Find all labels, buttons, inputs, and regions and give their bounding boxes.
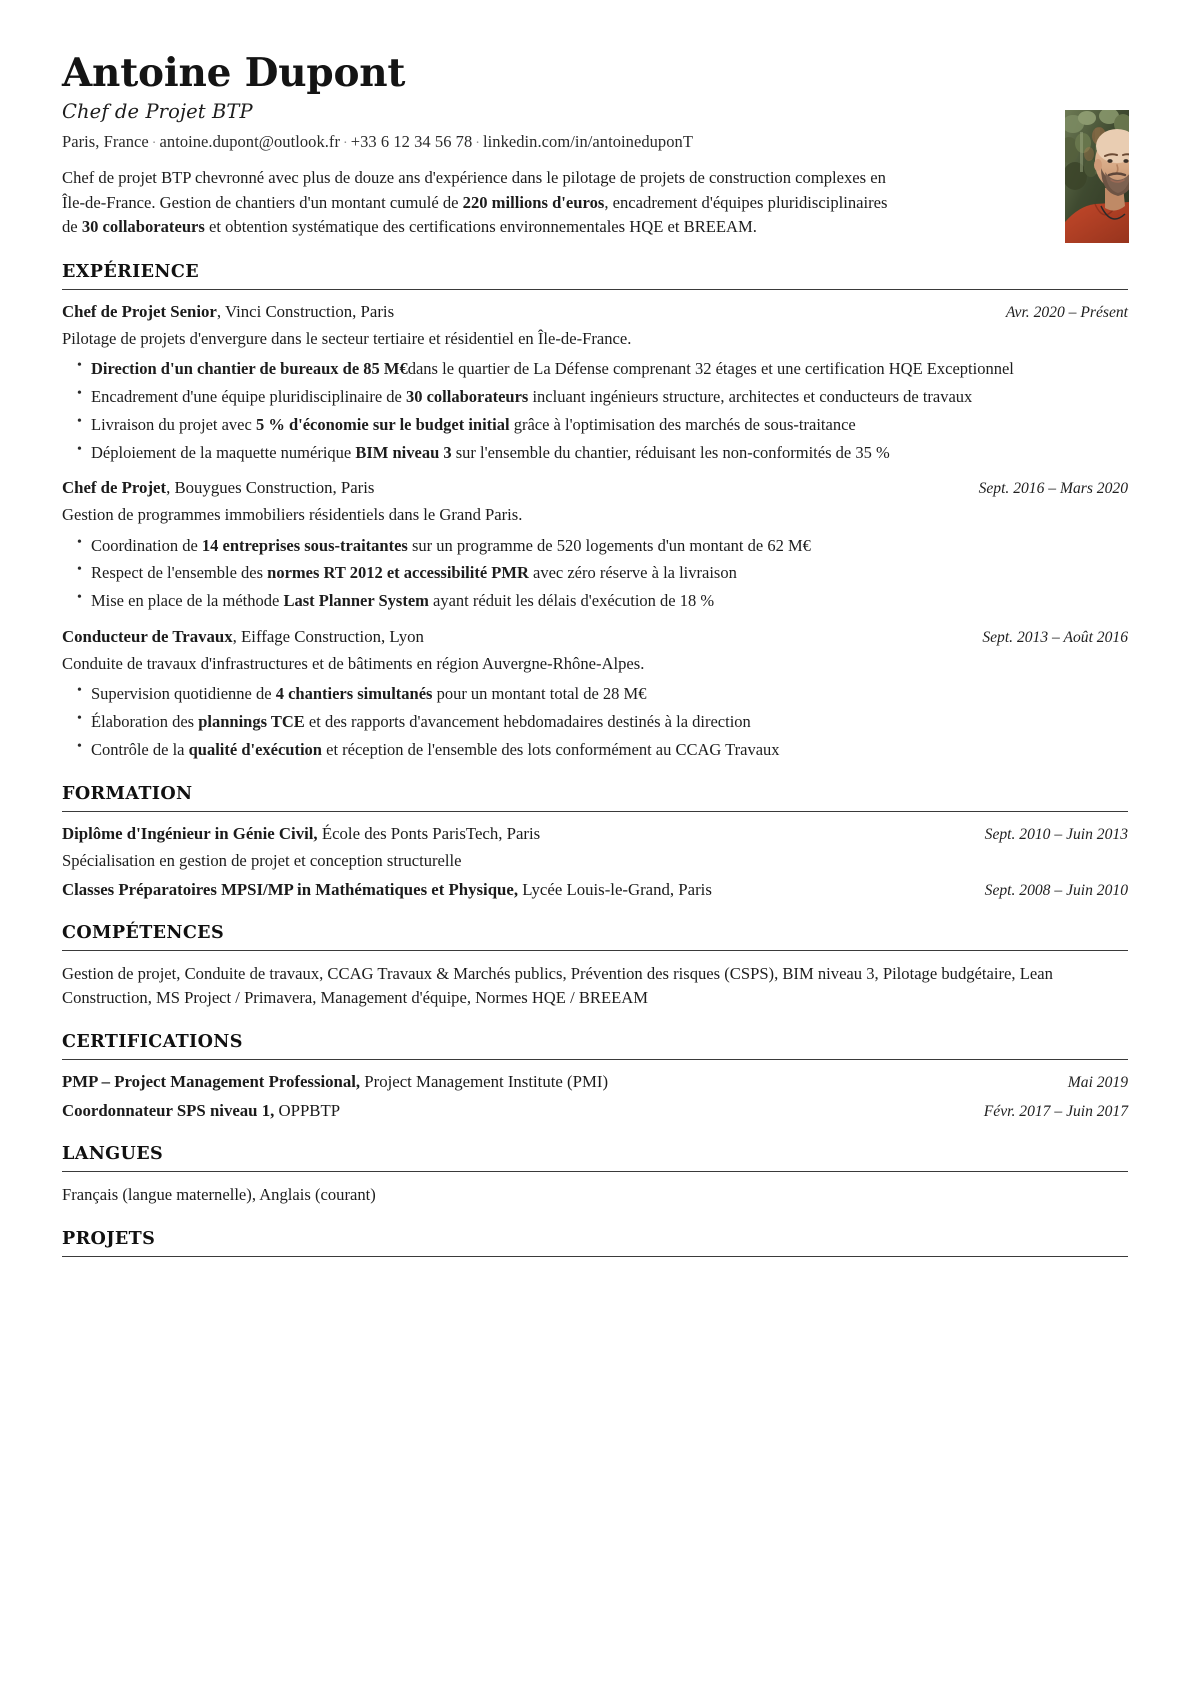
contact-email[interactable]: antoine.dupont@outlook.fr: [159, 132, 341, 152]
section-title-projets: PROJETS: [62, 1227, 156, 1249]
bullet-text: avec zéro réserve à la livraison: [528, 563, 737, 583]
section-competences: [62, 922, 1128, 1010]
langues-body: Français (langue maternelle), Anglais (courant): [62, 1184, 376, 1204]
entry-description: Spécialisation en gestion de projet et conception structurelle: [62, 850, 462, 870]
entry: [62, 823, 1128, 872]
bullet-emphasis: qualité d'exécution: [188, 740, 322, 760]
entry-header-row: [62, 879, 1128, 901]
entry-organization: , Vinci Construction, Paris: [216, 301, 395, 321]
section-divider: [62, 1256, 1128, 1257]
entry-role-title: PMP – Project Management Professional,: [62, 1072, 361, 1092]
entry-bullet-list: [62, 534, 1128, 614]
bullet-text: Élaboration des: [91, 712, 199, 732]
entry-organization: Project Management Institute (PMI): [360, 1072, 609, 1092]
contact-separator-icon: ·: [343, 136, 348, 152]
bullet-text: Déploiement de la maquette numérique: [91, 442, 356, 462]
page-title: Antoine Dupont: [62, 50, 406, 96]
bullet-emphasis: 30 collaborateurs: [405, 386, 529, 406]
list-item: [62, 413, 1128, 437]
entry-role: [62, 1071, 608, 1093]
section-title-formation: FORMATION: [62, 783, 193, 805]
bullet-text: Livraison du projet avec: [91, 414, 256, 434]
bullet-emphasis: Direction d'un chantier de bureaux de 85 M€: [91, 358, 408, 378]
entry-bullet-list: [62, 682, 1128, 762]
list-item: [62, 357, 1128, 381]
bullet-emphasis: 14 entreprises sous-traitantes: [201, 535, 408, 555]
entry-date: Mai 2019: [1067, 1074, 1128, 1092]
section-title-competences: COMPÉTENCES: [62, 921, 224, 943]
entry-role: [62, 301, 394, 323]
bullet-text: Coordination de: [91, 535, 202, 555]
section-divider: [62, 950, 1128, 951]
entry-date: Sept. 2013 – Août 2016: [982, 629, 1128, 647]
bullet-text: Encadrement d'une équipe pluridisciplinaire de: [91, 386, 406, 406]
list-item: [62, 385, 1128, 409]
section-title-certifications: CERTIFICATIONS: [62, 1031, 243, 1053]
entry-date: Sept. 2010 – Juin 2013: [984, 826, 1128, 844]
bullet-text: Mise en place de la méthode: [91, 591, 284, 611]
contact-line: [62, 132, 1128, 152]
entry-date: Sept. 2008 – Juin 2010: [984, 882, 1128, 900]
entry-header-row: [62, 1071, 1128, 1093]
bullet-emphasis: Last Planner System: [283, 591, 429, 611]
contact-separator-icon: ·: [475, 136, 480, 152]
list-item: [62, 682, 1128, 706]
entry-role-title: Chef de Projet Senior: [62, 301, 217, 321]
bullet-text: sur l'ensemble du chantier, réduisant les non-conformités de 35 %: [451, 442, 890, 462]
contact-linkedin[interactable]: linkedin.com/in/antoineduponT: [483, 132, 693, 152]
list-item: [62, 441, 1128, 465]
section-certifications: [62, 1031, 1128, 1122]
bullet-text: Contrôle de la: [91, 740, 189, 760]
bullet-emphasis: normes RT 2012 et accessibilité PMR: [267, 563, 529, 583]
section-experience: [62, 261, 1128, 762]
entry-role: [62, 879, 712, 901]
bullet-text: et réception de l'ensemble des lots conformément au CCAG Travaux: [322, 740, 780, 760]
bullet-text: grâce à l'optimisation des marchés de sous-traitance: [509, 414, 856, 434]
section-title-langues: LANGUES: [62, 1142, 164, 1164]
resume-header: [62, 52, 1128, 240]
section-title-experience: EXPÉRIENCE: [62, 260, 199, 282]
entry-role-title: Diplôme d'Ingénieur in Génie Civil,: [62, 824, 318, 844]
bullet-text: dans le quartier de La Défense comprenant 32 étages et une certification HQE Exceptionnel: [407, 358, 1014, 378]
summary-emphasis: 30 collaborateurs: [81, 217, 205, 237]
entry-role: [62, 626, 424, 648]
summary-text: et obtention systématique des certifications environnementales HQE et BREEAM.: [204, 217, 757, 237]
bullet-text: incluant ingénieurs structure, architectes et conducteurs de travaux: [528, 386, 973, 406]
entry-organization: Lycée Louis-le-Grand, Paris: [518, 880, 712, 900]
entry: [62, 626, 1128, 762]
entry-organization: , Bouygues Construction, Paris: [166, 478, 375, 498]
list-item: [62, 589, 1128, 613]
entry-role: [62, 1100, 340, 1122]
entry-header-row: [62, 626, 1128, 648]
entry-role-title: Classes Préparatoires MPSI/MP in Mathématiques et Physique,: [62, 880, 519, 900]
entry-organization: OPPBTP: [274, 1100, 341, 1120]
resume-sections: [62, 261, 1128, 1257]
entry-header-row: [62, 301, 1128, 323]
entry-bullet-list: [62, 357, 1128, 465]
entry-role-title: Coordonnateur SPS niveau 1,: [62, 1100, 275, 1120]
bullet-text: Respect de l'ensemble des: [91, 563, 268, 583]
list-item: [62, 710, 1128, 734]
competences-body: Gestion de projet, Conduite de travaux, CCAG Travaux & Marchés publics, Prévention des risques (CSPS), BIM niveau 3, Pilotage budgétaire, Lean Construction, MS Project / Primavera, Management d'équipe, Normes HQE / BREEAM: [62, 963, 1053, 1008]
profile-photo-illustration: [1065, 110, 1129, 243]
entry-role: [62, 477, 374, 499]
section-langues: [62, 1143, 1128, 1207]
entry: [62, 301, 1128, 465]
entry-organization: École des Ponts ParisTech, Paris: [317, 824, 541, 844]
bullet-text: pour un montant total de 28 M€: [432, 684, 647, 704]
job-title: Chef de Projet BTP: [62, 100, 253, 124]
bullet-text: Supervision quotidienne de: [91, 684, 276, 704]
list-item: [62, 534, 1128, 558]
entry-date: Avr. 2020 – Présent: [1005, 303, 1128, 321]
avatar: [1065, 110, 1129, 243]
bullet-emphasis: plannings TCE: [198, 712, 305, 732]
entry: [62, 1100, 1128, 1122]
entry-header-row: [62, 1100, 1128, 1122]
contact-phone[interactable]: +33 6 12 34 56 78: [350, 132, 473, 152]
entry-description: Gestion de programmes immobiliers résidentiels dans le Grand Paris.: [62, 505, 523, 525]
entry-header-row: [62, 477, 1128, 499]
summary-text: , encadrement d'équipes pluridisciplinaires de: [62, 192, 888, 237]
professional-summary: [62, 166, 894, 240]
bullet-emphasis: 5 % d'économie sur le budget initial: [255, 414, 510, 434]
list-item: [62, 738, 1128, 762]
section-divider: [62, 1059, 1128, 1060]
section-divider: [62, 811, 1128, 812]
contact-separator-icon: ·: [151, 136, 157, 152]
bullet-text: sur un programme de 520 logements d'un montant de 62 M€: [407, 535, 811, 555]
entry-organization: , Eiffage Construction, Lyon: [232, 627, 424, 647]
section-formation: [62, 783, 1128, 901]
entry-role: [62, 823, 540, 845]
entry-date: Févr. 2017 – Juin 2017: [983, 1102, 1128, 1120]
bullet-emphasis: BIM niveau 3: [355, 442, 452, 462]
section-divider: [62, 1171, 1128, 1172]
list-item: [62, 561, 1128, 585]
section-projets: [62, 1228, 1128, 1257]
entry-description: Conduite de travaux d'infrastructures et de bâtiments en région Auvergne-Rhône-Alpes.: [62, 654, 645, 674]
entry: [62, 477, 1128, 613]
bullet-emphasis: 4 chantiers simultanés: [275, 684, 433, 704]
entry-role-title: Conducteur de Travaux: [62, 627, 233, 647]
section-divider: [62, 289, 1128, 290]
contact-location: Paris, France: [62, 132, 149, 152]
entry-header-row: [62, 823, 1128, 845]
bullet-text: ayant réduit les délais d'exécution de 18 %: [428, 591, 715, 611]
entry: [62, 879, 1128, 901]
entry-date: Sept. 2016 – Mars 2020: [978, 480, 1128, 498]
summary-text: Chef de projet BTP chevronné avec plus de douze ans d'expérience dans le pilotage de projets de construction complexes en Île-de-France. Gestion de chantiers d'un montant cumulé de: [62, 168, 886, 212]
entry-role-title: Chef de Projet: [62, 478, 167, 498]
summary-emphasis: 220 millions d'euros: [462, 192, 605, 212]
bullet-text: et des rapports d'avancement hebdomadaires destinés à la direction: [304, 712, 751, 732]
entry: [62, 1071, 1128, 1093]
entry-description: Pilotage de projets d'envergure dans le secteur tertiaire et résidentiel en Île-de-France.: [62, 328, 632, 348]
